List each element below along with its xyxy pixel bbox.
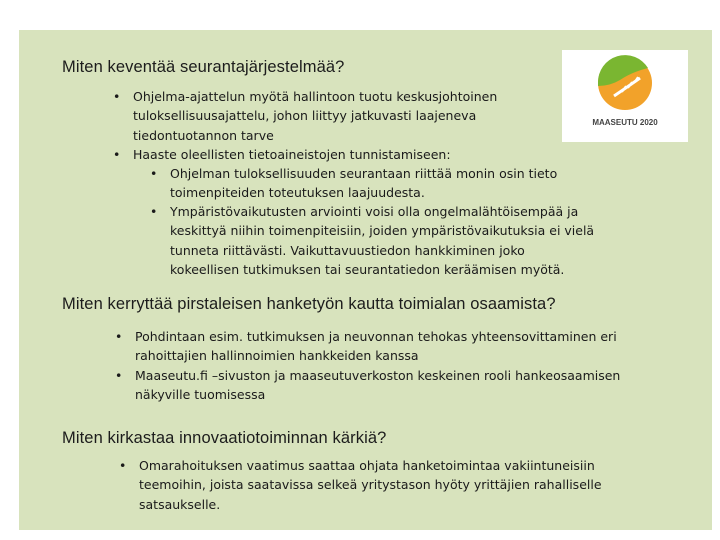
bullet-item bbox=[113, 87, 498, 145]
bullet-line: Maaseutu.fi –sivuston ja maaseutuverkoston keskeinen rooli hankeosaamisen bbox=[135, 368, 621, 383]
bullet-icon: • bbox=[150, 166, 158, 181]
heading-innovaatiotoiminta: Miten kirkastaa innovaatiotoiminnan kärkiä? bbox=[62, 429, 387, 447]
bullet-line: Ohjelman tuloksellisuuden seurantaan riittää monin osin tieto bbox=[170, 166, 558, 181]
bullet-line: Pohdintaan esim. tutkimuksen ja neuvonnan tehokas yhteensovittaminen eri bbox=[135, 329, 617, 344]
bullet-line: teemoihin, joista saatavissa selkeä yritystason hyöty yrittäjien rahalliselle bbox=[139, 477, 602, 493]
logo-emblem-icon bbox=[562, 50, 688, 120]
sub-bullet-item bbox=[150, 202, 595, 279]
bullet-line: kokeellisen tutkimuksen tai seurantatiedon keräämisen myötä. bbox=[170, 261, 565, 277]
bullet-item bbox=[113, 145, 451, 164]
bullet-icon: • bbox=[113, 147, 121, 162]
logo-text: MAASEUTU 2020 bbox=[592, 118, 658, 127]
heading-hanketyo: Miten kerryttää pirstaleisen hanketyön kautta toimialan osaamista? bbox=[62, 295, 556, 313]
maaseutu-2020-logo bbox=[562, 50, 688, 142]
bullet-line: tiedontuotannon tarve bbox=[133, 127, 274, 143]
heading-seurantajarjestelma: Miten keventää seurantajärjestelmää? bbox=[62, 58, 345, 76]
bullet-icon: • bbox=[115, 368, 123, 383]
bullet-icon: • bbox=[119, 458, 127, 473]
bullet-line: Ympäristövaikutusten arviointi voisi olla ongelmalähtöisempää ja bbox=[170, 204, 579, 219]
bullet-item bbox=[119, 456, 602, 514]
sub-bullet-item bbox=[150, 164, 558, 203]
bullet-line: keskittyä niihin toimenpiteisiin, joiden ympäristövaikutuksia ei vielä bbox=[170, 223, 595, 239]
bullet-line: Haaste oleellisten tietoaineistojen tunnistamiseen: bbox=[133, 147, 451, 162]
bullet-line: Omarahoituksen vaatimus saattaa ohjata hanketoimintaa vakiintuneisiin bbox=[139, 458, 595, 473]
bullet-item bbox=[115, 366, 621, 405]
bullet-line: rahoittajien hallinnoimien hankkeiden kanssa bbox=[135, 348, 419, 364]
bullet-icon: • bbox=[150, 204, 158, 219]
bullet-icon: • bbox=[113, 89, 121, 104]
bullet-icon: • bbox=[115, 329, 123, 344]
bullet-line: tunneta riittävästi. Vaikuttavuustiedon hankkiminen joko bbox=[170, 242, 525, 258]
bullet-line: tuloksellisuusajattelu, johon liittyy jatkuvasti laajeneva bbox=[133, 108, 477, 124]
bullet-line: Ohjelma-ajattelun myötä hallintoon tuotu keskusjohtoinen bbox=[133, 89, 498, 104]
bullet-item bbox=[115, 327, 617, 366]
bullet-line: toimenpiteiden toteutuksen laajuudesta. bbox=[170, 185, 425, 201]
bullet-line: satsaukselle. bbox=[139, 496, 221, 512]
bullet-line: näkyville tuomisessa bbox=[135, 387, 266, 403]
